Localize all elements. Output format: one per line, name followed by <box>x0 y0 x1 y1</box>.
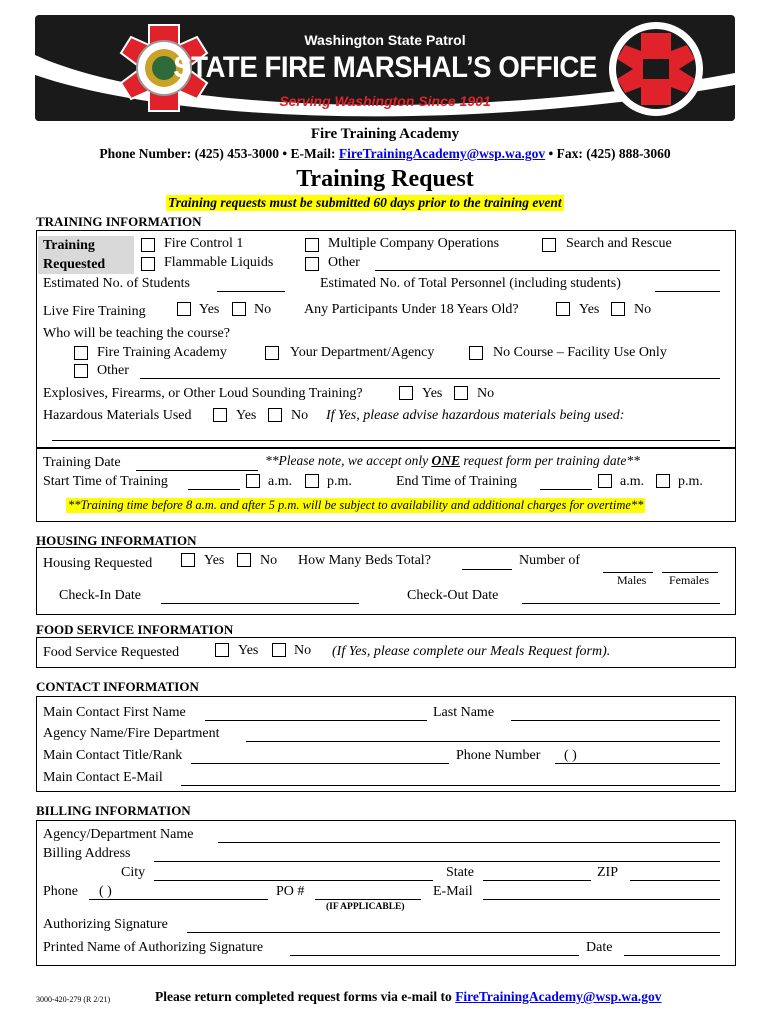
food-yes-checkbox[interactable] <box>215 643 229 657</box>
hazmat-no-label: No <box>291 408 309 423</box>
auth-signature-field[interactable] <box>187 932 720 933</box>
beds-field[interactable] <box>462 569 512 570</box>
start-time-label: Start Time of Training <box>43 474 168 489</box>
teach-facility-checkbox[interactable] <box>469 346 483 360</box>
deadline-notice: Training requests must be submitted 60 days prior to the training event <box>168 195 562 210</box>
est-personnel-field[interactable] <box>655 291 720 292</box>
phone-number-field[interactable] <box>555 763 720 764</box>
end-pm-label: p.m. <box>678 474 703 489</box>
search-rescue-label: Search and Rescue <box>566 236 672 251</box>
office-name: STATE FIRE MARSHAL’S OFFICE <box>173 51 597 84</box>
other-training-field[interactable] <box>375 270 720 271</box>
under18-yes-label: Yes <box>579 302 600 317</box>
est-personnel-label: Estimated No. of Total Personnel (including students) <box>320 276 621 291</box>
auth-signature-label: Authorizing Signature <box>43 917 168 932</box>
one-request-note-2: request form per training date** <box>459 453 640 468</box>
hazmat-label: Hazardous Materials Used <box>43 408 192 423</box>
under18-no-label: No <box>634 302 652 317</box>
housing-no-checkbox[interactable] <box>237 553 251 567</box>
agency-name-field[interactable] <box>246 741 720 742</box>
explosives-no-checkbox[interactable] <box>454 386 468 400</box>
city-field[interactable] <box>154 880 433 881</box>
under18-yes-checkbox[interactable] <box>556 302 570 316</box>
hazmat-yes-label: Yes <box>236 408 257 423</box>
billing-agency-field[interactable] <box>218 842 720 843</box>
check-in-label: Check-In Date <box>59 588 142 603</box>
teach-other-label: Other <box>97 363 129 378</box>
sign-date-label: Date <box>586 940 613 955</box>
hazmat-yes-checkbox[interactable] <box>213 408 227 422</box>
last-name-label: Last Name <box>433 705 495 720</box>
po-label: PO # <box>276 884 305 899</box>
live-fire-no-label: No <box>254 302 272 317</box>
training-section-heading: TRAINING INFORMATION <box>36 214 202 229</box>
fire-control-label: Fire Control 1 <box>164 236 244 251</box>
food-no-label: No <box>294 643 312 658</box>
start-pm-checkbox[interactable] <box>305 474 319 488</box>
phone-number-label: Phone Number <box>456 748 541 763</box>
under18-no-checkbox[interactable] <box>611 302 625 316</box>
explosives-label: Explosives, Firearms, or Other Loud Sounding Training? <box>43 386 363 401</box>
state-label: State <box>446 865 474 880</box>
multi-company-label: Multiple Company Operations <box>328 236 500 251</box>
agency-name-label: Agency Name/Fire Department <box>43 726 220 741</box>
training-date-label: Training Date <box>43 455 121 470</box>
end-time-label: End Time of Training <box>396 474 517 489</box>
teach-other-field[interactable] <box>140 378 720 379</box>
teach-facility-label: No Course – Facility Use Only <box>493 345 667 360</box>
billing-address-field[interactable] <box>154 861 720 862</box>
end-am-checkbox[interactable] <box>598 474 612 488</box>
zip-field[interactable] <box>630 880 720 881</box>
state-field[interactable] <box>483 880 591 881</box>
footer-email-link[interactable]: FireTrainingAcademy@wsp.wa.gov <box>455 989 662 1004</box>
teach-dept-checkbox[interactable] <box>265 346 279 360</box>
end-pm-checkbox[interactable] <box>656 474 670 488</box>
contact-line <box>0 146 770 162</box>
title-rank-field[interactable] <box>191 763 449 764</box>
housing-yes-checkbox[interactable] <box>181 553 195 567</box>
food-yes-label: Yes <box>238 643 259 658</box>
agency-name: Washington State Patrol <box>304 32 466 48</box>
page-title: Training Request <box>296 166 474 192</box>
number-of-label: Number of <box>519 553 581 568</box>
other-training-checkbox[interactable] <box>305 257 319 271</box>
billing-address-label: Billing Address <box>43 846 131 861</box>
fta-seal-logo <box>605 19 707 119</box>
housing-no-label: No <box>260 553 278 568</box>
printed-name-field[interactable] <box>290 955 579 956</box>
est-students-field[interactable] <box>217 291 285 292</box>
one-request-note-one: ONE <box>431 453 460 468</box>
billing-phone-label: Phone <box>43 884 78 899</box>
housing-section-heading: HOUSING INFORMATION <box>36 533 197 548</box>
start-am-checkbox[interactable] <box>246 474 260 488</box>
phone-email-label: Phone Number: (425) 453-3000 • E-Mail: <box>99 146 339 161</box>
sign-date-field[interactable] <box>624 955 720 956</box>
footer-text: Please return completed request forms via e-mail to <box>155 989 456 1004</box>
live-fire-no-checkbox[interactable] <box>232 302 246 316</box>
contact-section-heading: CONTACT INFORMATION <box>36 679 199 694</box>
fax-label: • Fax: (425) 888-3060 <box>545 146 671 161</box>
academy-name: Fire Training Academy <box>310 126 460 142</box>
teach-dept-label: Your Department/Agency <box>290 345 435 360</box>
explosives-no-label: No <box>477 386 495 401</box>
teach-other-checkbox[interactable] <box>74 364 88 378</box>
po-field[interactable] <box>315 899 421 900</box>
training-date-field[interactable] <box>136 470 258 471</box>
first-name-label: Main Contact First Name <box>43 705 186 720</box>
one-request-note <box>265 453 640 469</box>
header-banner <box>35 15 735 121</box>
billing-agency-label: Agency/Department Name <box>43 827 194 842</box>
est-students-label: Estimated No. of Students <box>43 276 190 291</box>
check-out-label: Check-Out Date <box>407 588 499 603</box>
who-teaching-label: Who will be teaching the course? <box>43 326 230 341</box>
food-section-heading: FOOD SERVICE INFORMATION <box>36 622 234 637</box>
beds-label: How Many Beds Total? <box>298 553 431 568</box>
under18-label: Any Participants Under 18 Years Old? <box>304 302 519 317</box>
tagline: Serving Washington Since 1901 <box>279 93 491 109</box>
housing-yes-label: Yes <box>204 553 225 568</box>
check-in-field[interactable] <box>161 603 359 604</box>
live-fire-yes-label: Yes <box>199 302 220 317</box>
hazmat-note: If Yes, please advise hazardous materials being used: <box>326 408 625 423</box>
one-request-note-1: **Please note, we accept only <box>265 453 432 468</box>
food-requested-label: Food Service Requested <box>43 645 180 660</box>
fire-control-checkbox[interactable] <box>141 238 155 252</box>
if-applicable-note: (IF APPLICABLE) <box>326 902 405 912</box>
explosives-yes-checkbox[interactable] <box>399 386 413 400</box>
billing-section-heading: BILLING INFORMATION <box>36 803 191 818</box>
first-name-field[interactable] <box>205 720 427 721</box>
live-fire-label: Live Fire Training <box>43 304 146 319</box>
flammable-liquids-checkbox[interactable] <box>141 257 155 271</box>
multi-company-checkbox[interactable] <box>305 238 319 252</box>
printed-name-label: Printed Name of Authorizing Signature <box>43 940 264 955</box>
food-note: (If Yes, please complete our Meals Request form). <box>332 644 611 659</box>
teach-fta-label: Fire Training Academy <box>97 345 227 360</box>
phone-area-code: ( ) <box>564 748 577 763</box>
start-time-field[interactable] <box>188 489 240 490</box>
start-am-label: a.m. <box>268 474 293 489</box>
hazmat-field[interactable] <box>52 440 720 441</box>
live-fire-yes-checkbox[interactable] <box>177 302 191 316</box>
females-label: Females <box>669 573 709 587</box>
training-requested-label-2: Requested <box>43 257 106 272</box>
zip-label: ZIP <box>597 865 618 880</box>
billing-phone-area-code: ( ) <box>99 884 112 899</box>
start-pm-label: p.m. <box>327 474 352 489</box>
form-code: 3000-420-279 (R 2/21) <box>36 995 111 1004</box>
end-time-field[interactable] <box>540 489 592 490</box>
males-label: Males <box>617 573 647 587</box>
search-rescue-checkbox[interactable] <box>542 238 556 252</box>
flammable-liquids-label: Flammable Liquids <box>164 255 274 270</box>
training-requested-label <box>38 236 134 274</box>
contact-email-label: Main Contact E-Mail <box>43 770 163 785</box>
billing-phone-field[interactable] <box>89 899 268 900</box>
billing-email-field[interactable] <box>483 899 720 900</box>
billing-email-label: E-Mail <box>433 884 473 899</box>
explosives-yes-label: Yes <box>422 386 443 401</box>
footer-instructions <box>155 989 662 1005</box>
overtime-note: **Training time before 8 a.m. and after 5 p.m. will be subject to availability and additional charges for overtime** <box>68 498 644 512</box>
check-out-field[interactable] <box>522 603 720 604</box>
last-name-field[interactable] <box>511 720 720 721</box>
training-requested-label-1: Training <box>43 238 95 253</box>
hazmat-no-checkbox[interactable] <box>268 408 282 422</box>
email-link[interactable]: FireTrainingAcademy@wsp.wa.gov <box>338 146 546 161</box>
food-no-checkbox[interactable] <box>272 643 286 657</box>
teach-fta-checkbox[interactable] <box>74 346 88 360</box>
title-rank-label: Main Contact Title/Rank <box>43 748 183 763</box>
city-label: City <box>121 865 146 880</box>
end-am-label: a.m. <box>620 474 645 489</box>
housing-requested-label: Housing Requested <box>43 556 153 571</box>
other-training-label: Other <box>328 255 360 270</box>
contact-email-field[interactable] <box>181 785 720 786</box>
